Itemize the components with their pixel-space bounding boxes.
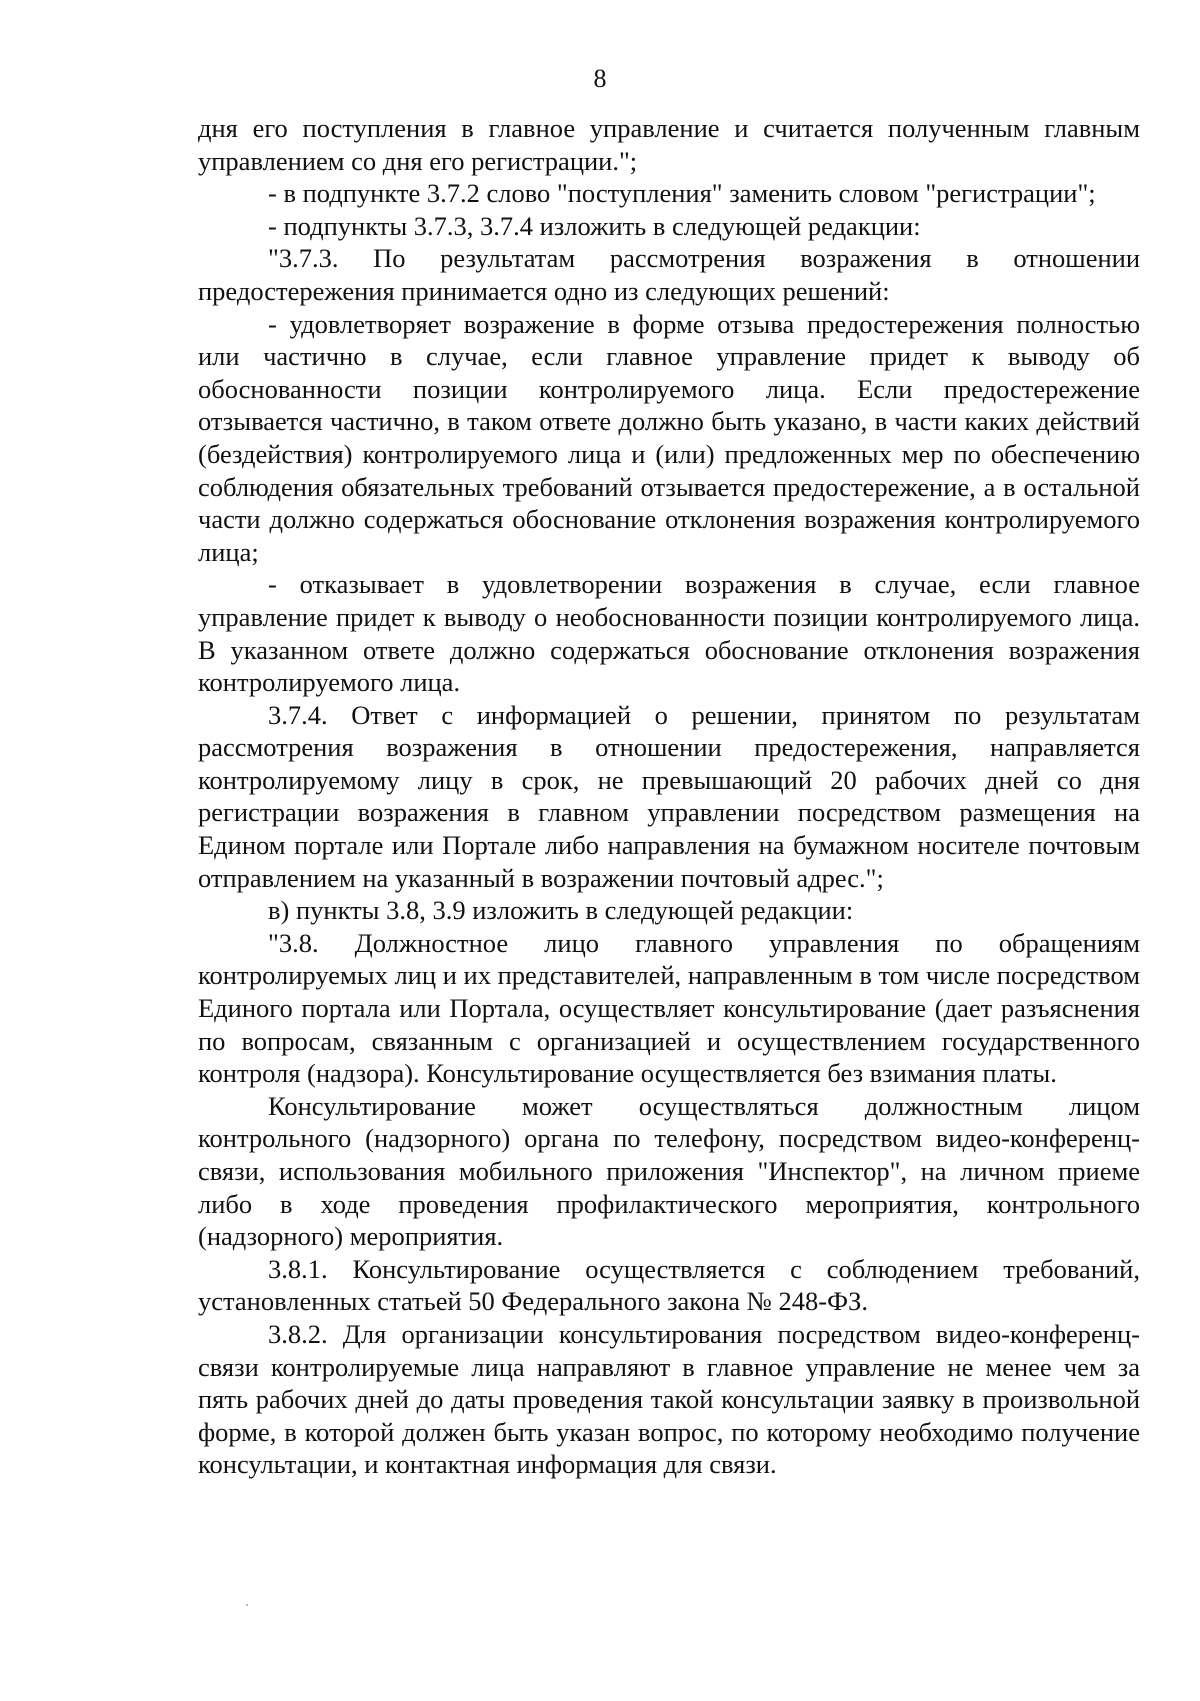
paragraph-3-7-4: 3.7.4. Ответ с информацией о решении, принятом по результатам рассмотрения возражения в отношении предостережения, направляется контролируемому лицу в срок, не превышающий 20 рабочих дней со дня регистрации возражения в главном управлении посредством размещения на Едином портале или Портале либо направления на бумажном носителе почтовым отправлением на указанный в возражении почтовый адрес."; — [198, 699, 1140, 893]
paragraph-item-v: в) пункты 3.8, 3.9 изложить в следующей редакции: — [268, 895, 854, 926]
paragraph-3-8-1: 3.8.1. Консультирование осуществляется с соблюдением требований, установленных статьей 50 Федерального закона № 248-ФЗ. — [198, 1253, 1140, 1317]
paragraph-3-8: "3.8. Должностное лицо главного управления по обращениям контролируемых лиц и их представителей, направленным в том числе посредством Единого портала или Портала, осуществляет консультирование (дает разъяснения по вопросам, связанным с организацией и осуществлением государственного контроля (надзора). Консультирование осуществляется без взимания платы. — [198, 927, 1140, 1089]
document-body — [198, 112, 1140, 1481]
paragraph-subparagraph-3-7-2: - в подпункте 3.7.2 слово "поступления" заменить словом "регистрации"; — [268, 178, 1096, 209]
paragraph-continuation: дня его поступления в главное управление и считается полученным главным управлением со дня его регистрации."; — [198, 113, 1140, 176]
paragraph-3-8-2: 3.8.2. Для организации консультирования посредством видео-конференц-связи контролируемые лица направляют в главное управление не менее чем за пять рабочих дней до даты проведения такой консультации заявку в произвольной форме, в которой должен быть указан вопрос, по которому необходимо получение консультации, и контактная информация для связи. — [198, 1318, 1140, 1480]
scan-speck — [246, 1604, 248, 1606]
paragraph-refuse-objection: - отказывает в удовлетворении возражения в случае, если главное управление придет к выводу о необоснованности позиции контролируемого лица. В указанном ответе должно содержаться обоснование отклонения возражения контролируемого лица. — [198, 569, 1140, 698]
paragraph-subparagraphs-3-7-3-3-7-4: - подпункты 3.7.3, 3.7.4 изложить в следующей редакции: — [268, 210, 921, 241]
paragraph-consulting-channels: Консультирование может осуществляться должностным лицом контрольного (надзорного) органа по телефону, посредством видео-конференц-связи, использования мобильного приложения "Инспектор", на личном приеме либо в ходе проведения профилактического мероприятия, контрольного (надзорного) мероприятия. — [198, 1090, 1140, 1252]
page-number: 8 — [593, 64, 607, 93]
paragraph-satisfy-objection: - удовлетворяет возражение в форме отзыва предостережения полностью или частично в случае, если главное управление придет к выводу об обоснованности позиции контролируемого лица. Если предостережение отзывается частично, в таком ответе должно быть указано, в части каких действий (бездействия) контролируемого лица и (или) предложенных мер по обеспечению соблюдения обязательных требований отзывается предостережение, а в остальной части должно содержаться обоснование отклонения возражения контролируемого лица; — [198, 308, 1140, 567]
paragraph-3-7-3: "3.7.3. По результатам рассмотрения возражения в отношении предостережения принимается одно из следующих решений: — [198, 243, 1140, 306]
